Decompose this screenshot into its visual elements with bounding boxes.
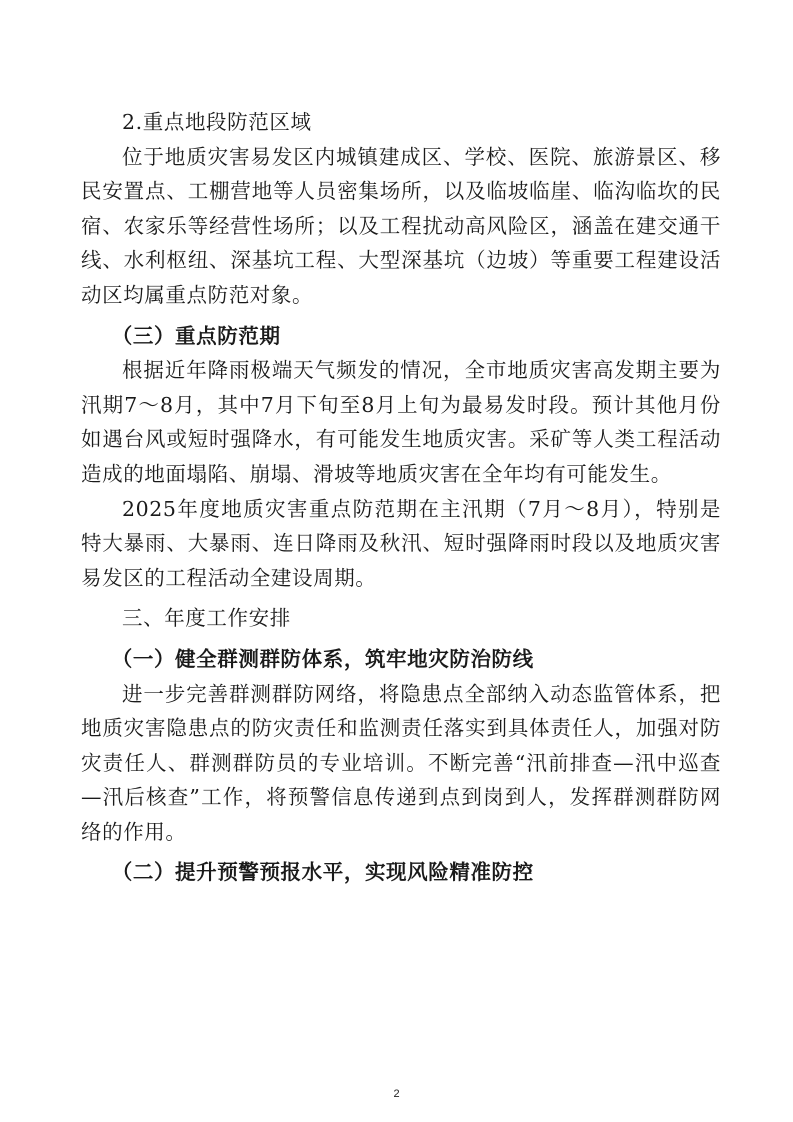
section-heading-key-period: （三）重点防范期 (111, 323, 281, 348)
body-paragraph: 根据近年降雨极端天气频发的情况，全市地质灾害高发期主要为汛期7～8月，其中7月下旬至8月上旬为最易发时段。预计其他月份如遇台风或短时强降水，有可能发生地质灾害。采矿等人类工程活动造成的地面塌陷、崩塌、滑坡等地质灾害在全年均有可能发生。 (81, 358, 721, 486)
section-heading-monitoring-system: （一）健全群测群防体系，筑牢地灾防治防线 (111, 646, 534, 671)
section-heading-key-areas: 2.重点地段防范区域 (122, 110, 312, 134)
body-paragraph: 位于地质灾害易发区内城镇建成区、学校、医院、旅游景区、移民安置点、工棚营地等人员密集场所，以及临坡临崖、临沟临坎的民宿、农家乐等经营性场所；以及工程扰动高风险区，涵盖在建交通干线、水利枢纽、深基坑工程、大型深基坑（边坡）等重要工程建设活动区均属重点防范对象。 (81, 144, 721, 307)
body-paragraph: 进一步完善群测群防网络，将隐患点全部纳入动态监管体系，把地质灾害隐患点的防灾责任和监测责任落实到具体责任人，加强对防灾责任人、群测群防员的专业培训。不断完善“汛前排查—汛中巡查—汛后核查”工作，将预警信息传递到点到岗到人，发挥群测群防网络的作用。 (81, 681, 721, 844)
section-heading-annual-work: 三、年度工作安排 (122, 606, 291, 631)
section-heading-early-warning: （二）提升预警预报水平，实现风险精准防控 (111, 860, 534, 885)
body-paragraph: 2025年度地质灾害重点防范期在主汛期（7月～8月），特别是特大暴雨、大暴雨、连日降雨及秋汛、短时强降雨时段以及地质灾害易发区的工程活动全建设周期。 (81, 496, 721, 590)
document-body (81, 105, 721, 890)
page-number: 2 (393, 1088, 400, 1100)
